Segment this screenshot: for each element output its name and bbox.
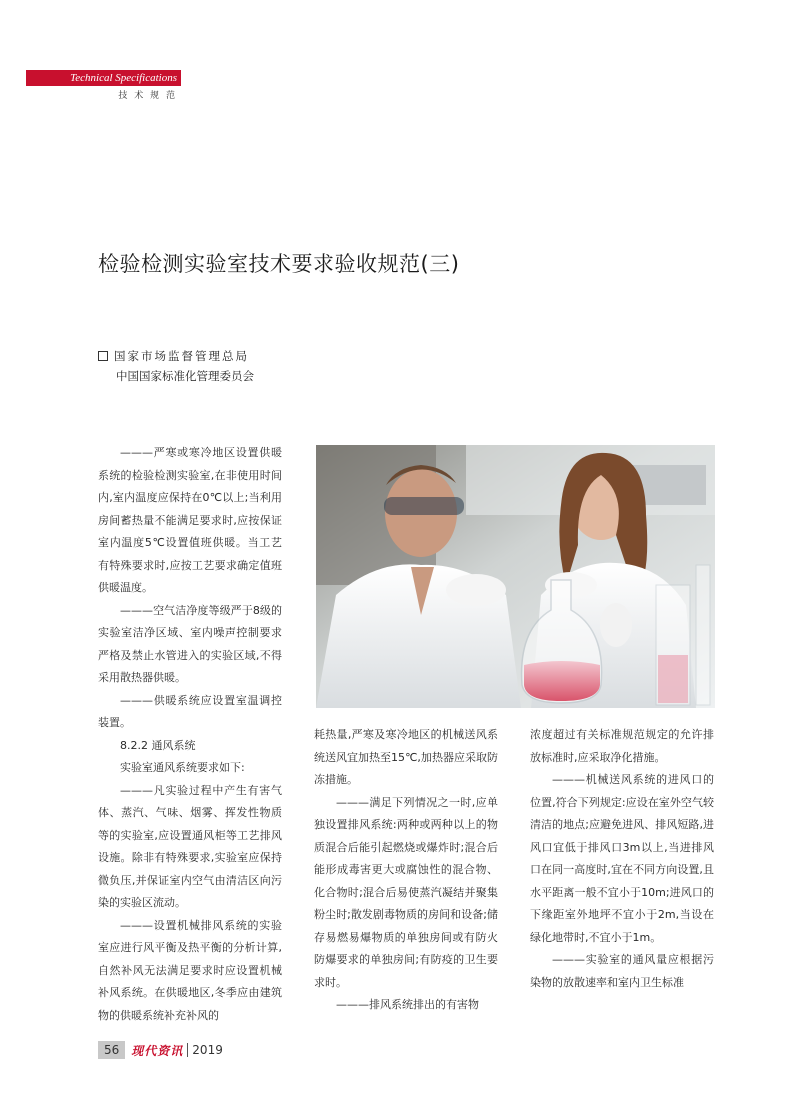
article-title: 检验检测实验室技术要求验收规范(三) bbox=[98, 252, 460, 276]
square-bullet-icon bbox=[98, 351, 108, 361]
author-line-2: 中国国家标准化管理委员会 bbox=[116, 369, 254, 383]
paragraph: ———供暖系统应设置室温调控装置。 bbox=[98, 693, 282, 729]
subsection-heading: 8.2.2 通风系统 bbox=[120, 738, 196, 752]
text-column-1 bbox=[98, 442, 282, 1027]
page-footer bbox=[98, 1040, 223, 1060]
paragraph: ———机械送风系统的进风口的位置,符合下列规定:应设在室外空气较清洁的地点;应避免进风、排风短路,进风口宜低于排风口3m以上,当进排风口在同一高度时,宜在不同方向设置,且水平距离一般不宜小于10m;进风口的下缘距室外地坪不宜小于2m,当设在绿化地带时,不宜小于1m。 bbox=[530, 773, 714, 944]
issue-year: 2019 bbox=[192, 1043, 223, 1057]
page-number: 56 bbox=[98, 1041, 125, 1059]
paragraph: 浓度超过有关标准规范规定的允许排放标准时,应采取净化措施。 bbox=[530, 728, 714, 764]
paragraph: 耗热量,严寒及寒冷地区的机械送风系统送风宜加热至15℃,加热器应采取防冻措施。 bbox=[314, 728, 498, 786]
paragraph: 实验室通风系统要求如下: bbox=[120, 761, 245, 774]
author-line-1: 国家市场监督管理总局 bbox=[114, 349, 249, 363]
paragraph: ———凡实验过程中产生有害气体、蒸汽、气味、烟雾、挥发性物质等的实验室,应设置通风柜等工艺排风设施。除非有特殊要求,实验室应保持微负压,并保证室内空气由清洁区向污染的实验区流动。 bbox=[98, 783, 282, 909]
paragraph: ———排风系统排出的有害物 bbox=[336, 998, 479, 1011]
paragraph: ———实验室的通风量应根据污染物的放散速率和室内卫生标准 bbox=[530, 953, 714, 989]
footer-divider bbox=[187, 1043, 188, 1057]
text-column-2 bbox=[314, 724, 498, 1017]
paragraph: ———严寒或寒冷地区设置供暖系统的检验检测实验室,在非使用时间内,室内温度应保持在0℃以上;当利用房间蓄热量不能满足要求时,应按保证室内温度5℃设置值班供暖。当工艺有特殊要求时,应按工艺要求确定值班供暖温度。 bbox=[98, 446, 282, 594]
section-title-cn: 技 术 规 范 bbox=[118, 91, 177, 101]
section-title-en: Technical Specifications bbox=[70, 72, 177, 84]
author-block bbox=[98, 346, 254, 386]
text-column-3 bbox=[530, 724, 714, 994]
paragraph: ———设置机械排风系统的实验室应进行风平衡及热平衡的分析计算,自然补风无法满足要求时应设置机械补风系统。在供暖地区,冬季应由建筑物的供暖系统补充补风的 bbox=[98, 918, 282, 1022]
magazine-name: 现代资讯 bbox=[131, 1043, 184, 1058]
lab-photo bbox=[316, 445, 715, 708]
paragraph: ———空气洁净度等级严于8级的实验室洁净区域、室内噪声控制要求严格及禁止水管进入的实验区域,不得采用散热器供暖。 bbox=[98, 603, 282, 684]
paragraph: ———满足下列情况之一时,应单独设置排风系统:两种或两种以上的物质混合后能引起燃烧或爆炸时;混合后能形成毒害更大或腐蚀性的混合物、化合物时;混合后易使蒸汽凝结并聚集粉尘时;散发剧毒物质的房间和设备;储存易燃易爆物质的单独房间或有防火防爆要求的单独房间;有防疫的卫生要求时。 bbox=[314, 795, 498, 989]
